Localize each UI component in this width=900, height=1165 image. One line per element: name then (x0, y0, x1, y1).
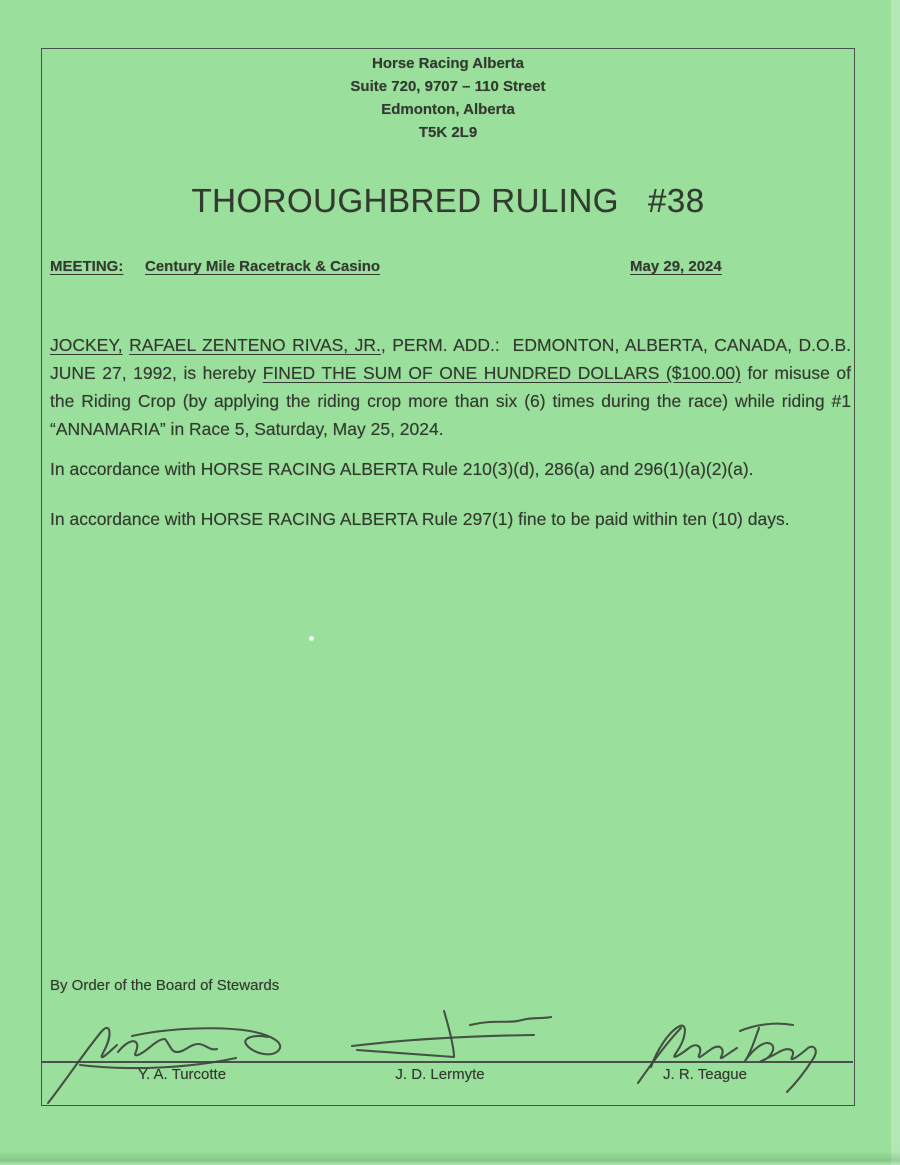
signature-lermyte (352, 1011, 551, 1057)
fine-amount: FINED THE SUM OF ONE HUNDRED DOLLARS ($100.00) (262, 363, 741, 383)
signatures-handwriting (40, 995, 855, 1110)
address-line2: Edmonton, Alberta (381, 101, 515, 118)
org-name: Horse Racing Alberta (372, 55, 524, 72)
meeting-label: MEETING: (50, 258, 124, 275)
postal-code: T5K 2L9 (418, 124, 478, 141)
signatory-name-lermyte: J. D. Lermyte (395, 1066, 485, 1083)
jockey-name: RAFAEL ZENTENO RIVAS, JR. (129, 335, 381, 355)
paper-edge-highlight (891, 0, 900, 1165)
address-line1: Suite 720, 9707 – 110 Street (350, 78, 546, 95)
payment-terms: In accordance with HORSE RACING ALBERTA Rule 297(1) fine to be paid within ten (10) days. (50, 509, 790, 529)
jockey-role: JOCKEY, (50, 335, 123, 355)
document-title: THOROUGHBRED RULING #38 (191, 182, 705, 219)
by-order-line: By Order of the Board of Stewards (50, 977, 280, 994)
paper-edge-shadow (0, 1151, 900, 1165)
signatory-name-turcotte: Y. A. Turcotte (137, 1066, 227, 1083)
letterhead (41, 52, 855, 144)
meeting-venue: Century Mile Racetrack & Casino (145, 258, 381, 275)
ruling-paragraph: JOCKEY, RAFAEL ZENTENO RIVAS, JR., PERM. ADD.: EDMONTON, ALBERTA, CANADA, D.O.B. JUNE 27, 1992, is hereby FINED THE SUM OF ONE HUNDRED DOLLARS ($100.00) for misuse of the Riding Crop (by applying the riding crop more than six (6) times during the race) while riding #1 “ANNAMARIA” in Race 5, Saturday, May 25, 2024. (50, 335, 856, 439)
rule-reference: In accordance with HORSE RACING ALBERTA Rule 210(3)(d), 286(a) and 296(1)(a)(2)(a). (50, 459, 754, 479)
signatory-name-teague: J. R. Teague (663, 1066, 747, 1083)
meeting-date: May 29, 2024 (630, 258, 722, 275)
scan-artifact-speck (309, 636, 314, 641)
